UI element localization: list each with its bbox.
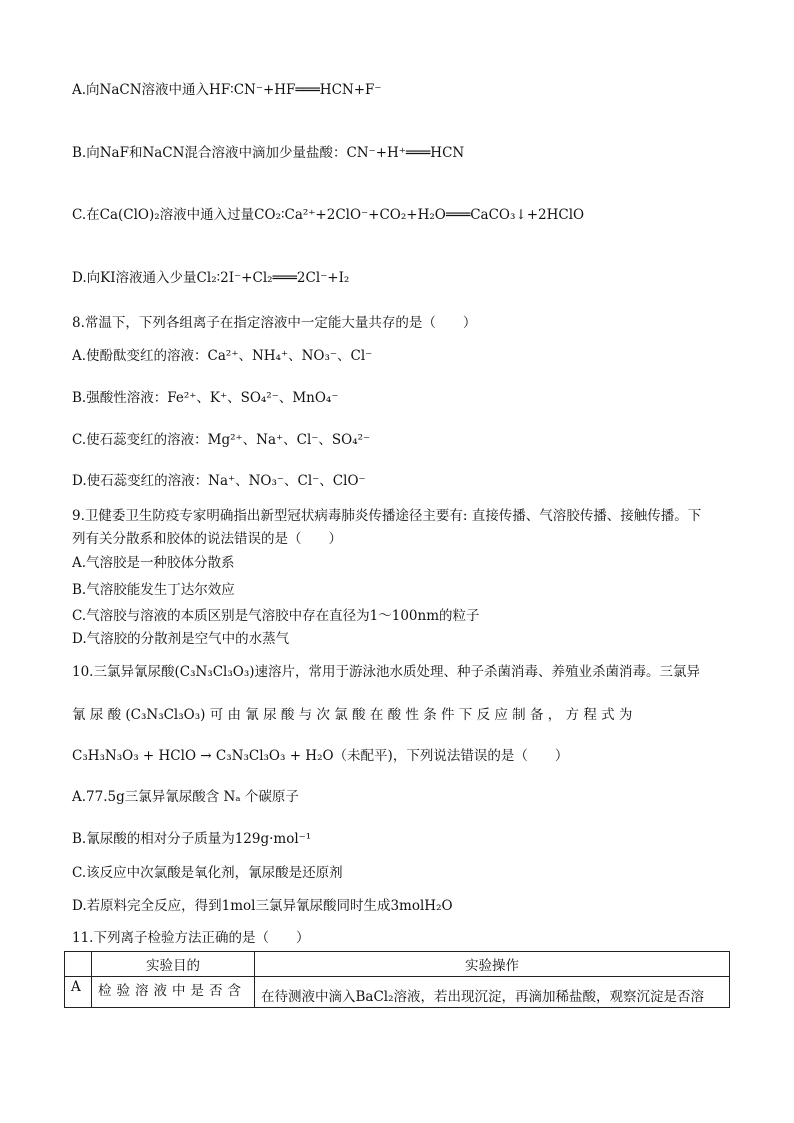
q8-option-c: C.使石蕊变红的溶液：Mg²⁺、Na⁺、Cl⁻、SO₄²⁻ [72,432,371,448]
table-header-cell [65,952,92,977]
q10-option-c: C.该反应中次氯酸是氧化剂，氰尿酸是还原剂 [72,865,343,881]
q9-stem-line2: 列有关分散系和胶体的说法错误的是（ ） [72,531,342,547]
table-header-cell: 实验操作 [255,952,730,977]
q11-stem: 11.下列离子检验方法正确的是（ ） [72,930,310,946]
table-row [65,977,730,1008]
q7-option-d: D.向KI溶液通入少量Cl₂∶2I⁻+Cl₂═══2Cl⁻+I₂ [72,270,350,286]
table-cell: 检验溶液中是否含 [92,977,255,1008]
q9-option-b: B.气溶胶能发生丁达尔效应 [72,582,235,598]
table-header-row [65,952,730,977]
q7-option-b: B.向NaF和NaCN混合溶液中滴加少量盐酸：CN⁻+H⁺═══HCN [72,145,465,161]
q10-option-b: B.氰尿酸的相对分子质量为129g·mol⁻¹ [72,831,312,847]
q10-option-a: A.77.5g三氯异氰尿酸含 Nₐ 个碳原子 [72,789,299,805]
q7-option-c: C.在Ca(ClO)₂溶液中通入过量CO₂∶Ca²⁺+2ClO⁻+CO₂+H₂O═══CaCO₃↓+2HClO [72,207,585,223]
table-header-cell: 实验目的 [92,952,255,977]
q8-option-a: A.使酚酞变红的溶液：Ca²⁺、NH₄⁺、NO₃⁻、Cl⁻ [72,348,373,364]
table-cell: 在待测液中滴入BaCl₂溶液，若出现沉淀，再滴加稀盐酸，观察沉淀是否溶 [255,977,730,1008]
q9-option-d: D.气溶胶的分散剂是空气中的水蒸气 [72,631,290,647]
q8-stem: 8.常温下，下列各组离子在指定溶液中一定能大量共存的是（ ） [72,315,477,331]
q11-table [64,951,730,1008]
q10-stem-line3: C₃H₃N₃O₃ + HClO → C₃N₃Cl₃O₃ + H₂O（未配平)，下列说法错误的是（ ） [72,748,569,764]
q10-stem-line2: 氰 尿 酸 (C₃N₃Cl₃O₃) 可 由 氰 尿 酸 与 次 氯 酸 在 酸 性 条 件 下 反 应 制 备 ， 方 程 式 为 [72,707,633,723]
q10-stem-line1: 10.三氯异氰尿酸(C₃N₃Cl₃O₃)速溶片，常用于游泳池水质处理、种子杀菌消毒、养殖业杀菌消毒。三氯异 [72,664,701,680]
q8-option-b: B.强酸性溶液：Fe²⁺、K⁺、SO₄²⁻、MnO₄⁻ [72,390,339,406]
q9-stem-line1: 9.卫健委卫生防疫专家明确指出新型冠状病毒肺炎传播途径主要有: 直接传播、气溶胶传播、接触传播。下 [72,508,702,524]
q9-option-a: A.气溶胶是一种胶体分散系 [72,555,235,571]
q10-option-d: D.若原料完全反应，得到1mol三氯异氰尿酸同时生成3molH₂O [72,898,453,914]
q8-option-d: D.使石蕊变红的溶液：Na⁺、NO₃⁻、Cl⁻、ClO⁻ [72,473,366,489]
q9-option-c: C.气溶胶与溶液的本质区别是气溶胶中存在直径为1～100nm的粒子 [72,608,480,624]
q7-option-a: A.向NaCN溶液中通入HF∶CN⁻+HF═══HCN+F⁻ [72,82,382,98]
table-cell: A [65,977,92,1008]
